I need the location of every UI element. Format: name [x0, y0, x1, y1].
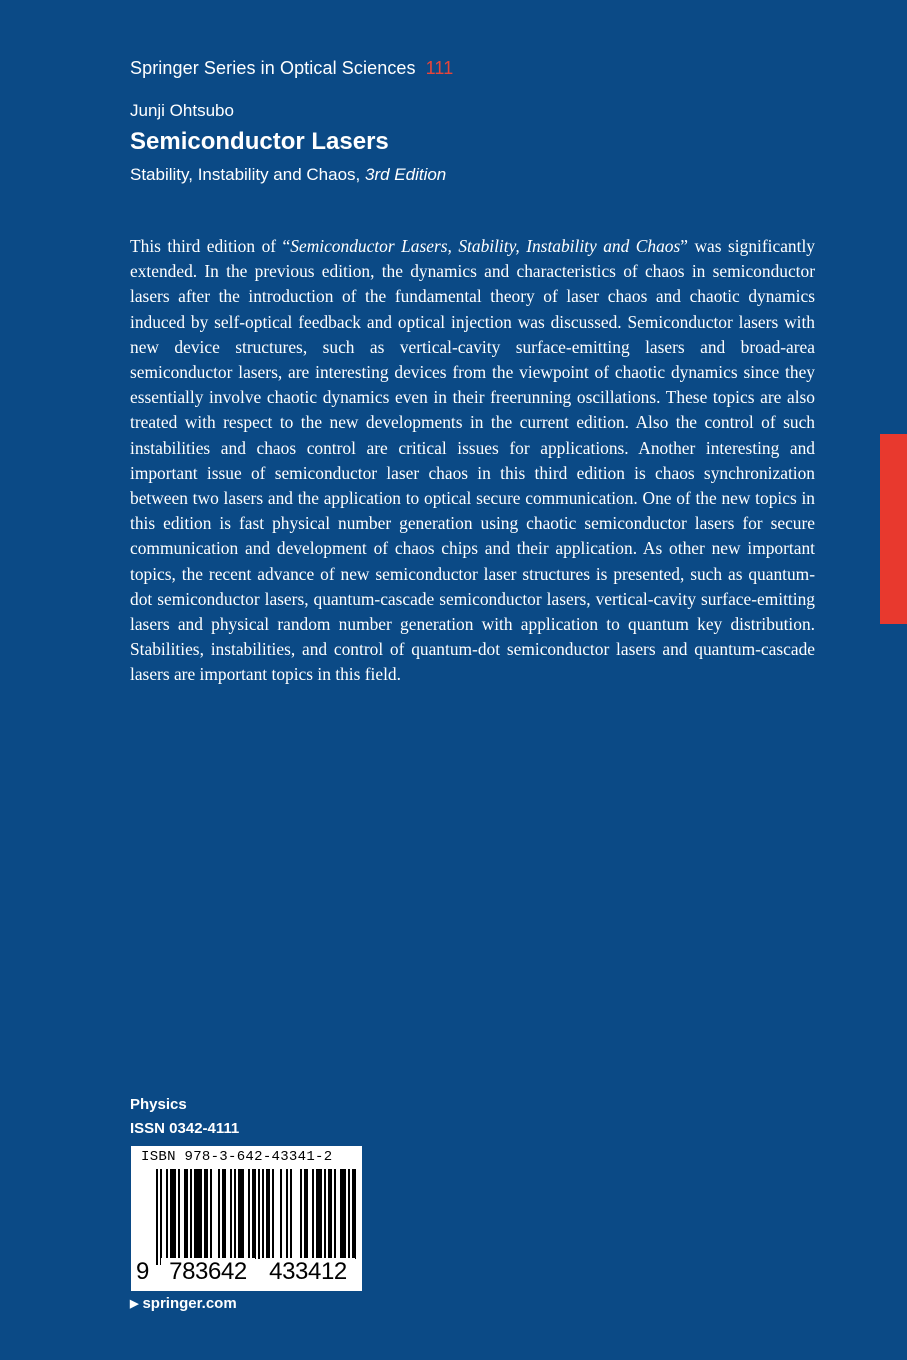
issn-label: ISSN 0342-4111 — [130, 1120, 240, 1137]
series-number: 111 — [425, 58, 454, 78]
barcode-bar — [286, 1169, 288, 1259]
barcode-bar — [252, 1169, 256, 1259]
barcode-bar — [178, 1169, 180, 1259]
edition-text: 3rd Edition — [364, 165, 447, 184]
barcode-bar — [316, 1169, 322, 1259]
description-book-title: Semiconductor Lasers, Stability, Instability and Chaos — [290, 236, 681, 256]
red-edge-tab — [880, 434, 907, 624]
series-name: Springer Series in Optical Sciences — [130, 58, 416, 78]
barcode-bar — [348, 1169, 350, 1259]
book-description — [130, 234, 815, 688]
subtitle-text: Stability, Instability and Chaos, — [130, 165, 361, 184]
barcode-bar — [194, 1169, 202, 1259]
barcode — [131, 1146, 362, 1291]
description-body: ” was significantly extended. In the previous edition, the dynamics and characteristics of chaos in semiconductor lasers after the introduction of the fundamental theory of laser chaos and chaotic dynamics induced by self-optical feedback and optical injection was discussed. Semiconductor lasers with new device structures, such as vertical-cavity surface-emitting lasers and broad-area semiconductor lasers, are interesting devices from the viewpoint of chaotic dynamics since they essentially involve chaotic dynamics even in their freerunning oscillations. These topics are also treated with respect to the new developments in the current edition. Also the control of such instabilities and chaos control are critical issues for applications. Another interesting and important issue of semiconductor laser chaos in this third edition is chaos synchronization between two lasers and the application to optical secure communication. One of the new topics in this edition is fast physical number generation using chaotic semiconductor lasers for secure communication and development of chaos chips and their application. As other new important topics, the recent advance of new semiconductor laser structures is presented, such as quantum-dot semiconductor lasers, quantum-cascade semiconductor lasers, vertical-cavity surface-emitting lasers and physical random number generation with application to quantum key distribution. Stabilities, instabilities, and control of quantum-dot semiconductor lasers and quantum-cascade lasers are important topics in this field. — [130, 236, 815, 685]
barcode-bar — [218, 1169, 220, 1259]
barcode-bar — [222, 1169, 226, 1259]
subject-label: Physics — [130, 1096, 187, 1113]
barcode-bar — [304, 1169, 308, 1259]
barcode-bar — [190, 1169, 192, 1259]
ean-left-digits: 783642 — [161, 1258, 255, 1286]
barcode-bar — [170, 1169, 176, 1259]
isbn-text: ISBN 978-3-642-43341-2 — [141, 1149, 333, 1165]
ean-first-digit: 9 — [136, 1258, 150, 1285]
barcode-bar — [328, 1169, 332, 1259]
barcode-bar — [210, 1169, 212, 1259]
barcode-bar — [238, 1169, 244, 1259]
barcode-bar — [258, 1169, 260, 1259]
barcode-bar — [352, 1169, 356, 1259]
barcode-bar — [166, 1169, 168, 1259]
barcode-bar — [184, 1169, 188, 1259]
website-link[interactable] — [130, 1295, 237, 1312]
ean-right-digits: 433412 — [261, 1258, 355, 1286]
arrow-right-icon: ▶ — [130, 1298, 139, 1310]
author-name: Junji Ohtsubo — [130, 101, 234, 120]
barcode-bar — [340, 1169, 346, 1259]
barcode-bar — [230, 1169, 232, 1259]
barcode-bar — [290, 1169, 292, 1259]
barcode-bar — [272, 1169, 274, 1265]
barcode-bar — [266, 1169, 270, 1265]
series-line — [130, 58, 453, 79]
barcode-bar — [156, 1169, 158, 1265]
website-label: springer.com — [142, 1295, 237, 1312]
barcode-bar — [248, 1169, 250, 1259]
barcode-bar — [334, 1169, 336, 1259]
barcode-bar — [280, 1169, 282, 1259]
barcode-bar — [262, 1169, 264, 1259]
book-subtitle — [130, 165, 446, 185]
barcode-bar — [160, 1169, 162, 1265]
book-title: Semiconductor Lasers — [130, 128, 389, 155]
barcode-bar — [300, 1169, 302, 1259]
barcode-bar — [204, 1169, 208, 1259]
description-intro: This third edition of “ — [130, 236, 291, 256]
barcode-bar — [234, 1169, 236, 1259]
barcode-bar — [324, 1169, 326, 1259]
barcode-bar — [312, 1169, 314, 1259]
barcode-bars — [131, 1167, 362, 1267]
